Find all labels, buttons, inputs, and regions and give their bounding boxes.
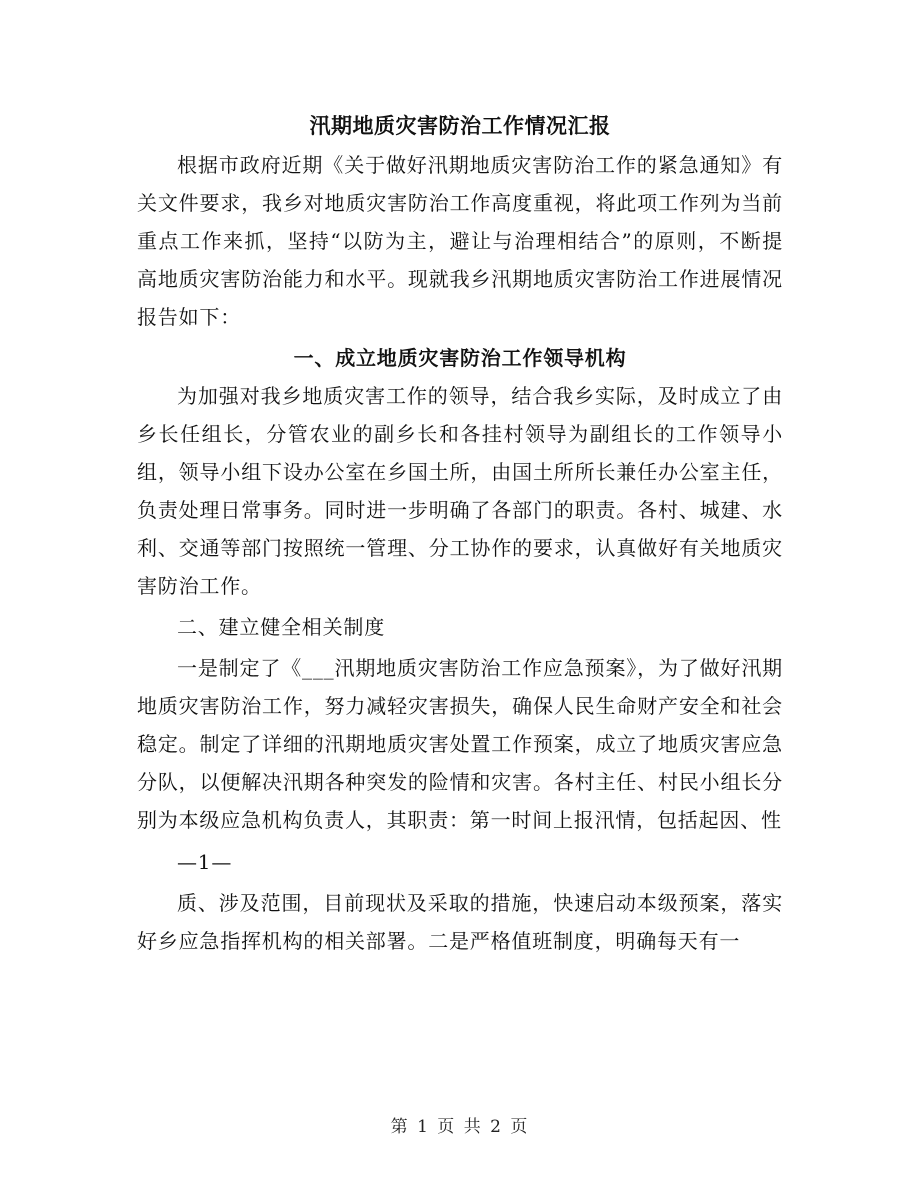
page-footer: 第 1 页 共 2 页 [390,1117,530,1137]
inline-page-mark: —1— [177,850,233,874]
section-1-paragraph: 为加强对我乡地质灾害工作的领导，结合我乡实际，及时成立了由乡长任组长，分管农业的副乡长和各挂村领导为副组长的工作领导小组，领导小组下设办公室在乡国土所，由国土所所长兼任办公室主任，负责处理日常事务。同时进一步明确了各部门的职责。各村、城建、水利、交通等部门按照统一管理、分工协作的要求，认真做好有关地质灾害防治工作。 [137,384,783,598]
section-2-heading: 二、建立健全相关制度 [177,615,385,639]
intro-paragraph: 根据市政府近期《关于做好汛期地质灾害防治工作的紧急通知》有关文件要求，我乡对地质灾害防治工作高度重视，将此项工作列为当前重点工作来抓，坚持“以防为主，避让与治理相结合”的原则，不断提高地质灾害防治能力和水平。现就我乡汛期地质灾害防治工作进展情况报告如下： [137,153,783,329]
section-1-heading: 一、成立地质灾害防治工作领导机构 [293,346,627,370]
document-body [137,106,783,960]
document-title: 汛期地质灾害防治工作情况汇报 [309,113,611,138]
section-2-paragraph: 一是制定了《___汛期地质灾害防治工作应急预案》，为了做好汛期地质灾害防治工作，努力减轻灾害损失，确保人民生命财产安全和社会稳定。制定了详细的汛期地质灾害处置工作预案，成立了地质灾害应急分队，以便解决汛期各种突发的险情和灾害。各村主任、村民小组长分别为本级应急机构负责人，其职责：第一时间上报汛情，包括起因、性 [137,656,783,832]
continuation-paragraph: 质、涉及范围，目前现状及采取的措施，快速启动本级预案，落实好乡应急指挥机构的相关部署。二是严格值班制度，明确每天有一 [137,891,783,953]
